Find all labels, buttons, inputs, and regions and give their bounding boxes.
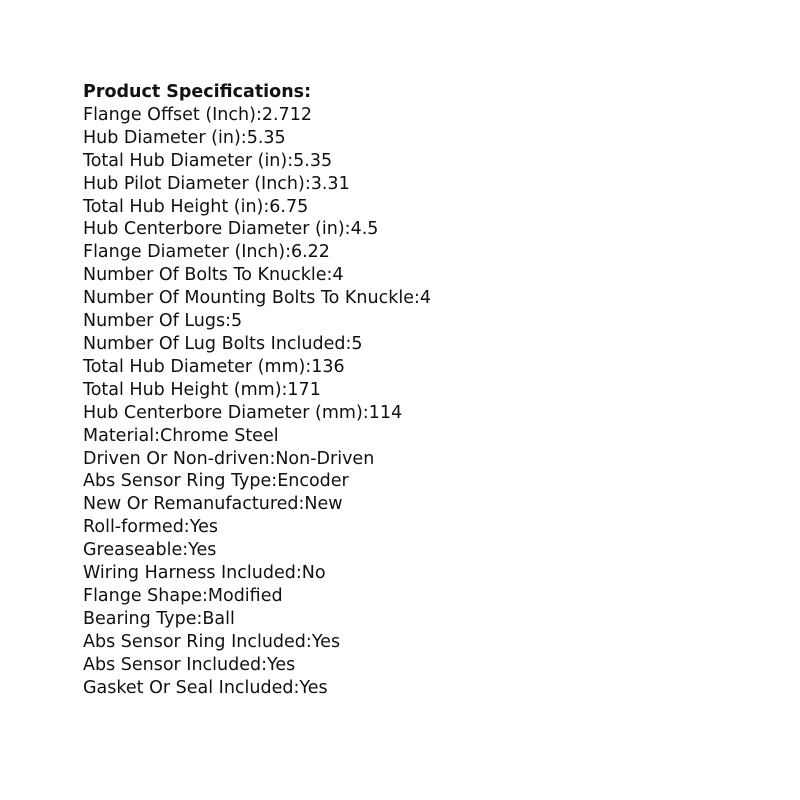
spec-value: New <box>304 494 343 515</box>
spec-label: Abs Sensor Ring Type <box>83 471 272 492</box>
spec-row: Gasket Or Seal Included:Yes <box>83 677 328 698</box>
spec-label: Bearing Type <box>83 608 197 629</box>
spec-value: Encoder <box>277 471 349 492</box>
spec-value: 5 <box>231 311 243 332</box>
spec-row: Number Of Lug Bolts Included:5 <box>83 333 363 354</box>
spec-label: Roll-formed <box>83 517 184 538</box>
spec-value: 5.35 <box>293 150 333 171</box>
spec-row: Total Hub Height (mm):171 <box>83 379 321 400</box>
spec-heading: Product Specifications: <box>83 82 312 102</box>
spec-row: Hub Centerbore Diameter (mm):114 <box>83 402 403 423</box>
spec-value: 4 <box>419 288 432 309</box>
spec-row: Number Of Bolts To Knuckle:4 <box>83 265 344 286</box>
spec-value: 2.712 <box>261 104 312 125</box>
spec-label: Driven Or Non-driven <box>83 448 270 469</box>
spec-row: Flange Shape:Modified <box>83 585 283 606</box>
spec-value: 6.22 <box>290 242 330 263</box>
spec-value: Non-Driven <box>275 448 375 469</box>
spec-value: 171 <box>287 379 321 400</box>
spec-value: Modified <box>207 585 283 606</box>
spec-value: 4.5 <box>350 219 379 240</box>
spec-label: Total Hub Diameter (in) <box>83 150 288 171</box>
product-specifications <box>83 81 431 699</box>
spec-row: Hub Diameter (in):5.35 <box>83 127 286 148</box>
spec-value: Ball <box>202 608 235 629</box>
spec-label: Material <box>83 425 155 446</box>
spec-row: Abs Sensor Ring Included:Yes <box>83 631 341 652</box>
spec-label: Wiring Harness Included <box>83 563 296 584</box>
spec-row: Hub Pilot Diameter (Inch):3.31 <box>83 173 350 194</box>
spec-row: Flange Offset (Inch):2.712 <box>83 104 312 125</box>
spec-row: Material:Chrome Steel <box>83 425 279 446</box>
spec-label: Total Hub Height (mm) <box>83 379 282 400</box>
spec-value: Yes <box>189 517 218 538</box>
spec-label: Gasket Or Seal Included <box>83 677 294 698</box>
spec-label: Hub Diameter (in) <box>83 127 241 148</box>
spec-value: 5 <box>351 333 363 354</box>
spec-value: 6.75 <box>269 196 309 217</box>
spec-row: Driven Or Non-driven:Non-Driven <box>83 448 375 469</box>
spec-row: Bearing Type:Ball <box>83 608 235 629</box>
spec-label: Flange Offset (Inch) <box>83 104 256 125</box>
spec-value: No <box>301 563 326 584</box>
spec-label: Total Hub Height (in) <box>83 196 264 217</box>
spec-label: New Or Remanufactured <box>83 494 299 515</box>
spec-value: Chrome Steel <box>160 425 279 446</box>
spec-row: New Or Remanufactured:New <box>83 494 343 515</box>
spec-label: Hub Pilot Diameter (Inch) <box>83 173 305 194</box>
spec-row: Flange Diameter (Inch):6.22 <box>83 242 330 263</box>
spec-label: Number Of Bolts To Knuckle <box>83 265 327 286</box>
spec-row: Total Hub Diameter (in):5.35 <box>83 150 333 171</box>
spec-value: 4 <box>332 265 344 286</box>
spec-label: Flange Shape <box>83 585 202 606</box>
spec-row: Total Hub Height (in):6.75 <box>83 196 309 217</box>
spec-row: Hub Centerbore Diameter (in):4.5 <box>83 219 379 240</box>
spec-label: Number Of Lugs <box>83 311 226 332</box>
spec-value: Yes <box>311 631 341 652</box>
spec-value: 5.35 <box>246 127 286 148</box>
spec-list <box>83 104 431 700</box>
spec-label: Flange Diameter (Inch) <box>83 242 286 263</box>
spec-label: Total Hub Diameter (mm) <box>83 356 306 377</box>
spec-row: Greaseable:Yes <box>83 540 217 561</box>
spec-label: Abs Sensor Included <box>83 654 262 675</box>
spec-row: Abs Sensor Included:Yes <box>83 654 296 675</box>
spec-row: Number Of Lugs:5 <box>83 311 243 332</box>
spec-row: Number Of Mounting Bolts To Knuckle:4 <box>83 288 432 309</box>
spec-label: Hub Centerbore Diameter (mm) <box>83 402 363 423</box>
spec-row: Abs Sensor Ring Type:Encoder <box>83 471 349 492</box>
spec-value: Yes <box>299 677 328 698</box>
spec-value: 136 <box>311 356 345 377</box>
spec-label: Greaseable <box>83 540 183 561</box>
spec-row: Total Hub Diameter (mm):136 <box>83 356 345 377</box>
spec-label: Number Of Mounting Bolts To Knuckle <box>83 288 414 309</box>
spec-row: Wiring Harness Included:No <box>83 563 326 584</box>
spec-value: Yes <box>188 540 217 561</box>
spec-value: Yes <box>267 654 296 675</box>
spec-label: Hub Centerbore Diameter (in) <box>83 219 345 240</box>
spec-value: 114 <box>368 402 403 423</box>
spec-label: Number Of Lug Bolts Included <box>83 333 346 354</box>
spec-row: Roll-formed:Yes <box>83 517 218 538</box>
spec-label: Abs Sensor Ring Included <box>83 631 306 652</box>
spec-value: 3.31 <box>310 173 350 194</box>
